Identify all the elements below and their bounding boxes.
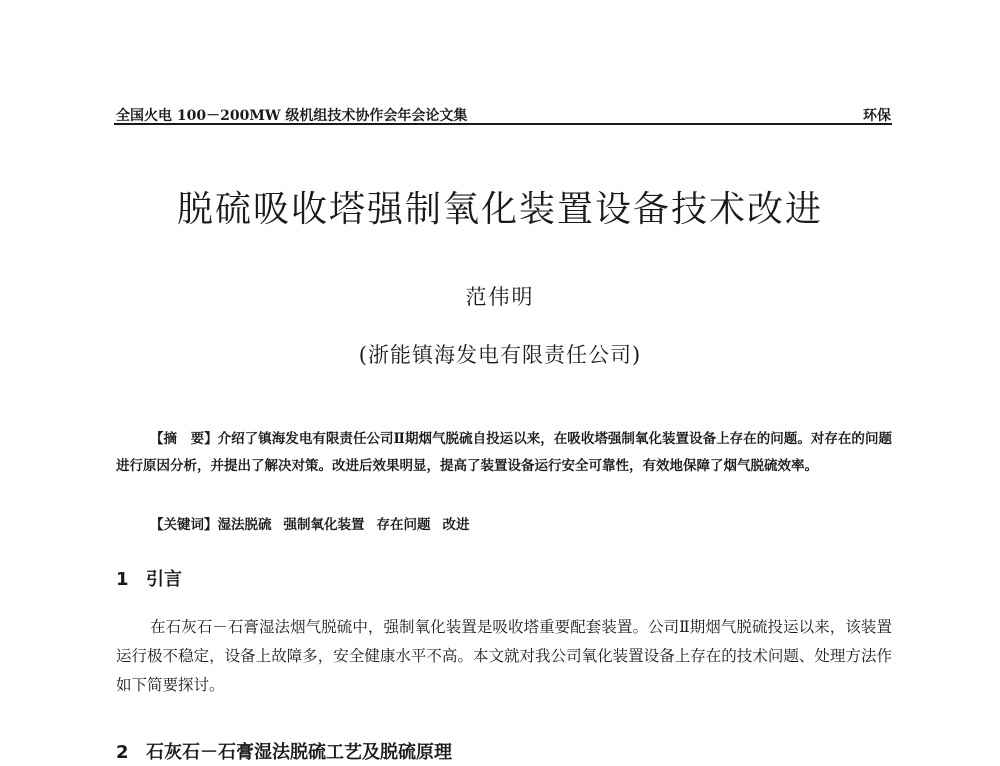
keyword-item: 强制氧化装置	[283, 517, 365, 533]
header-rule	[114, 123, 892, 125]
paper-title: 脱硫吸收塔强制氧化装置设备技术改进	[176, 189, 823, 230]
abstract	[116, 426, 892, 480]
section-title: 石灰石－石膏湿法脱硫工艺及脱硫原理	[146, 742, 452, 763]
abstract-label: 【摘 要】	[150, 431, 218, 447]
header-proceedings-title: 全国火电 100－200MW 级机组技术协作会年会论文集	[116, 108, 468, 124]
section-heading-introduction	[116, 567, 892, 593]
abstract-text: 介绍了镇海发电有限责任公司Ⅱ期烟气脱硫自投运以来，在吸收塔强制氧化装置设备上存在的问题。对存在的问题进行原因分析，并提出了解决对策。改进后效果明显，提高了装置设备运行安全可靠性，有效地保障了烟气脱硫效率。	[116, 431, 892, 474]
keywords	[116, 514, 892, 536]
running-header	[116, 101, 891, 125]
keyword-item: 改进	[442, 517, 470, 533]
section-heading-process	[116, 740, 892, 766]
header-section-label: 环保	[863, 108, 891, 124]
keywords-label: 【关键词】	[150, 517, 218, 533]
section-number: 1	[116, 569, 129, 590]
paper-affiliation: (浙能镇海发电有限责任公司)	[358, 343, 642, 367]
paper-author: 范伟明	[465, 285, 535, 309]
introduction-paragraph: 在石灰石－石膏湿法烟气脱硫中，强制氧化装置是吸收塔重要配套装置。公司Ⅱ期烟气脱硫投运以来，该装置运行极不稳定，设备上故障多，安全健康水平不高。本文就对我公司氧化装置设备上存在的技术问题、处理方法作如下简要探讨。	[116, 618, 892, 694]
section-number: 2	[116, 742, 129, 763]
keyword-item: 湿法脱硫	[217, 517, 272, 533]
section-title: 引言	[146, 569, 182, 590]
keyword-item: 存在问题	[376, 517, 431, 533]
